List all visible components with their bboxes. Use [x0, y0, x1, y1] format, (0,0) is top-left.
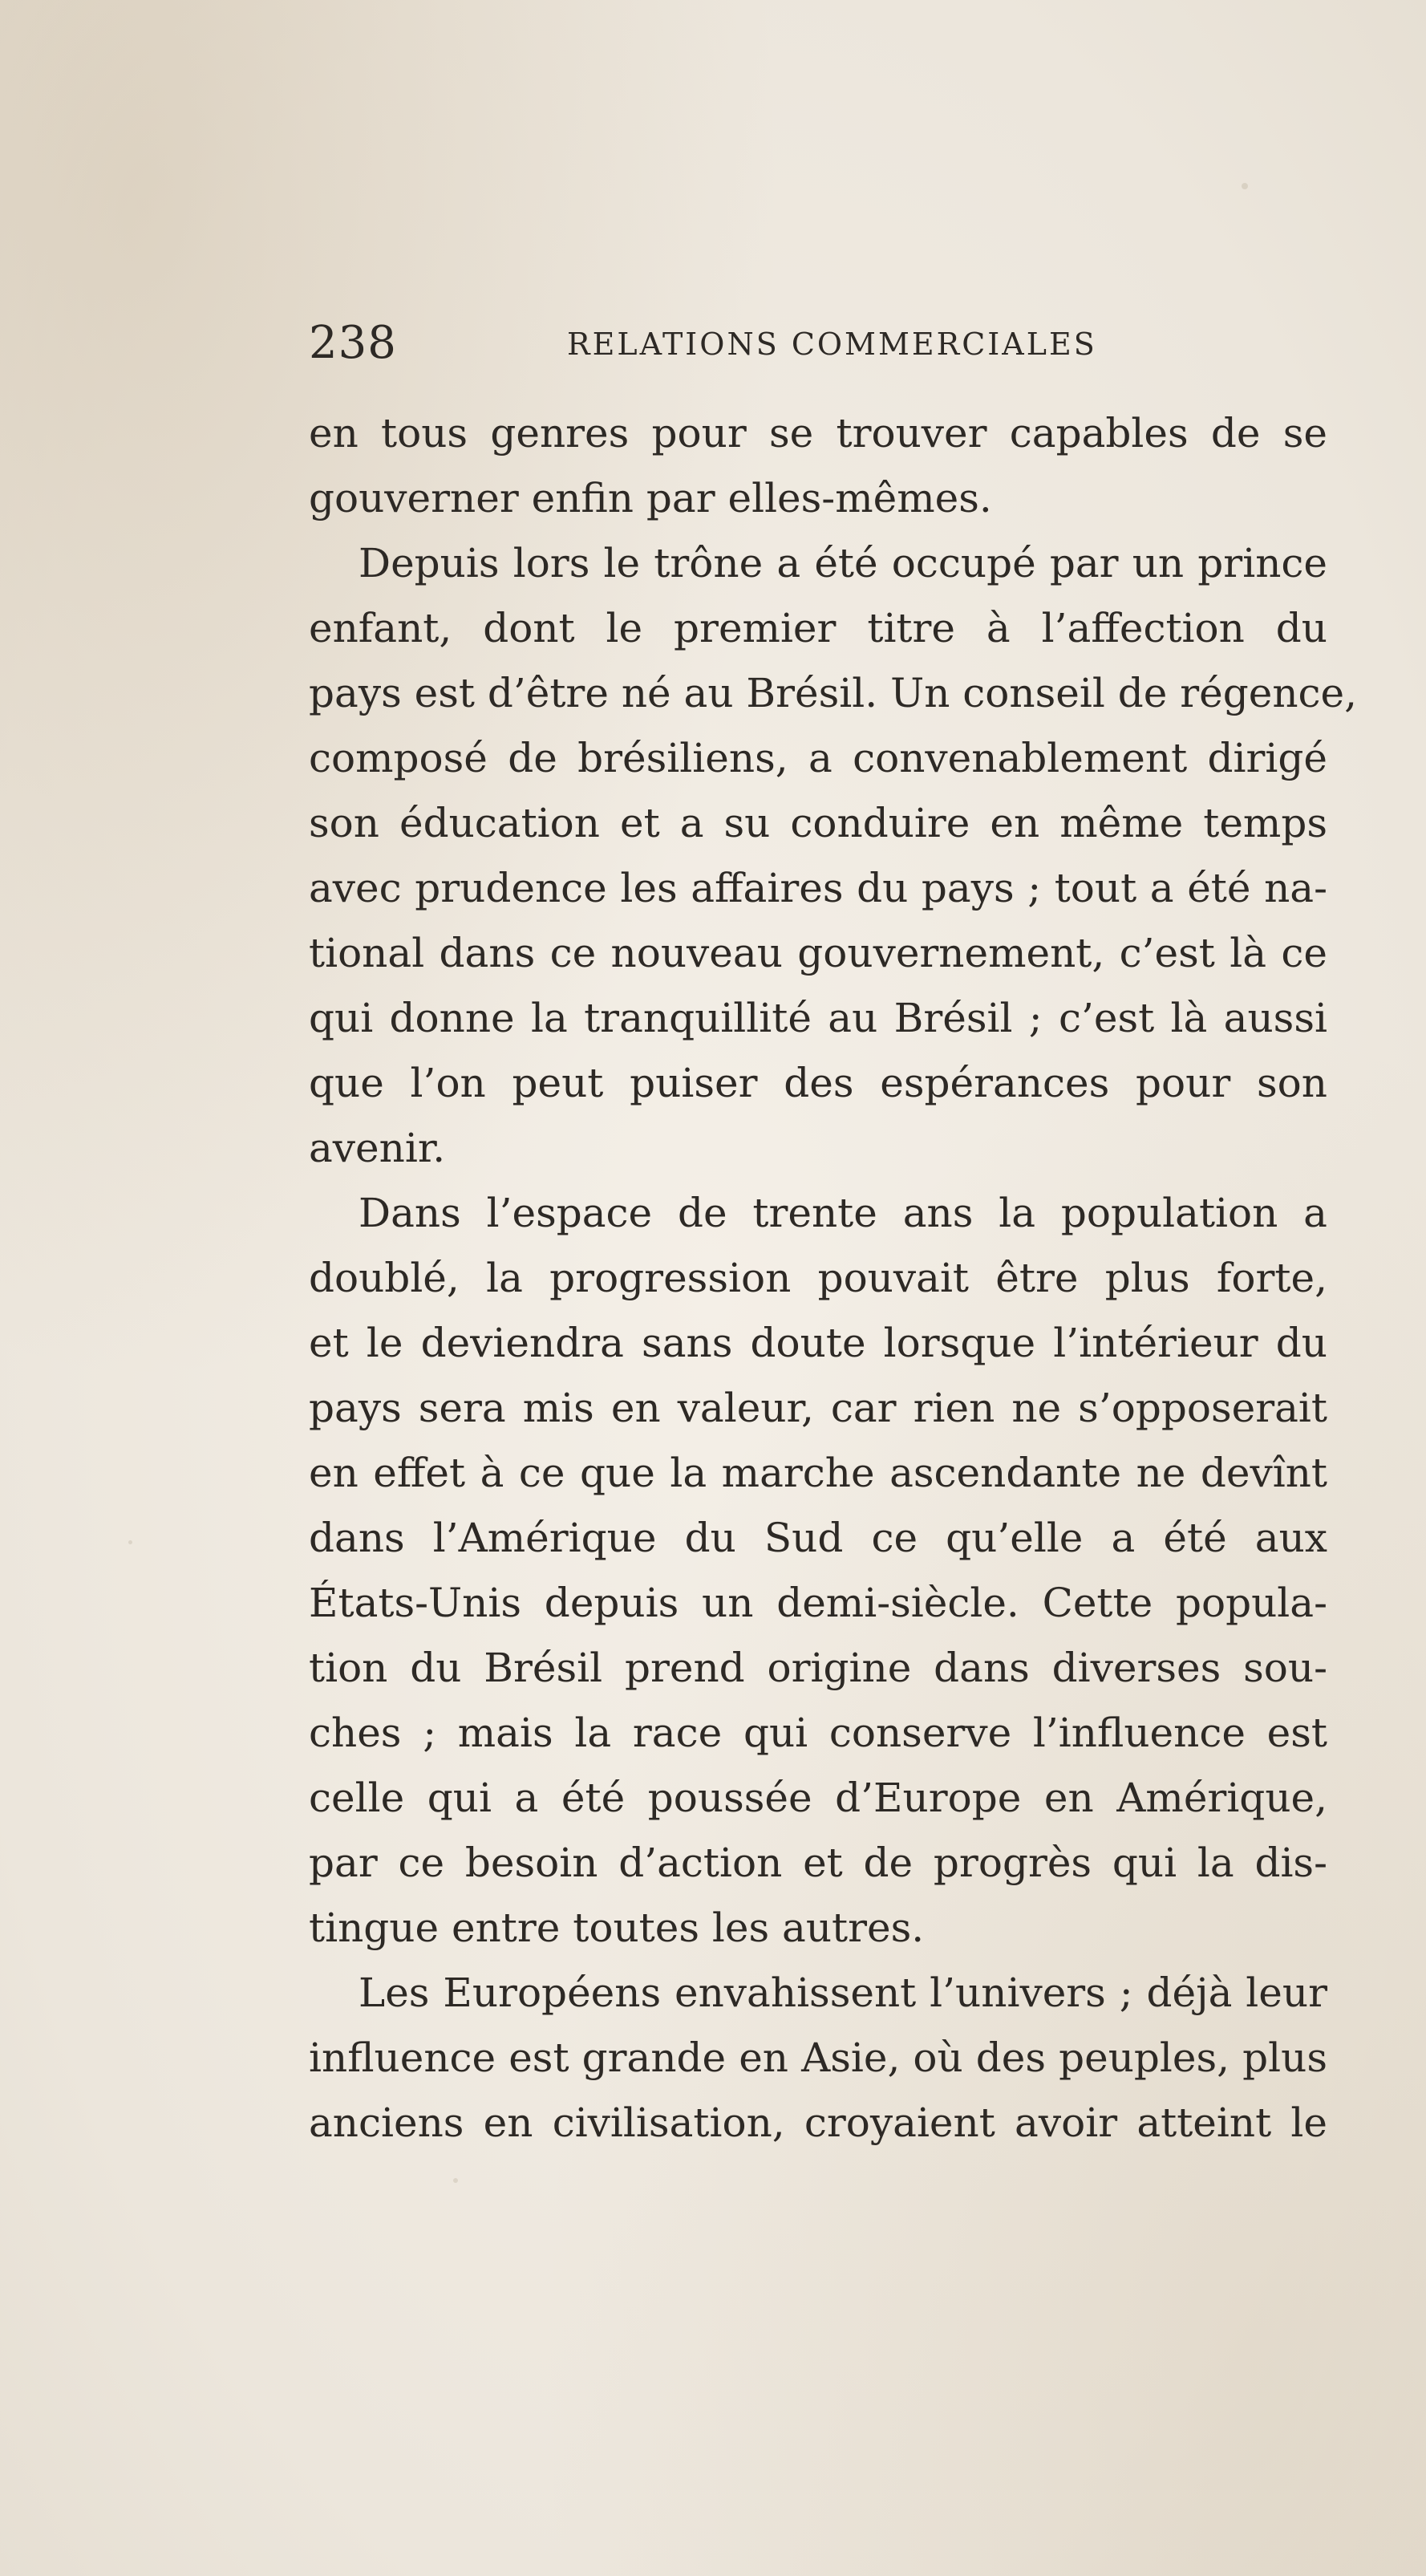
text-line: son éducation et a su conduire en même temps [309, 800, 1327, 846]
text-line: qui donne la tranquillité au Brésil ; c’est là aussi [309, 995, 1327, 1041]
text-line: gouverner enfin par elles-mêmes. [309, 475, 992, 521]
text-line: en tous genres pour se trouver capables de se [309, 410, 1327, 456]
text-line: ches ; mais la race qui conserve l’influence est [309, 1710, 1327, 1756]
text-line: par ce besoin d’action et de progrès qui la dis- [309, 1840, 1327, 1886]
text-line: Depuis lors le trône a été occupé par un prince [359, 540, 1327, 586]
text-line: doublé, la progression pouvait être plus forte, [309, 1255, 1327, 1301]
text-line: pays est d’être né au Brésil. Un conseil de régence, [309, 670, 1358, 716]
text-line: que l’on peut puiser des espérances pour son [309, 1060, 1327, 1106]
page-header [309, 317, 1327, 381]
text-line: tional dans ce nouveau gouvernement, c’est là ce [309, 930, 1327, 976]
text-line: celle qui a été poussée d’Europe en Amérique, [309, 1775, 1327, 1821]
ink-speck [128, 1540, 132, 1544]
text-line: pays sera mis en valeur, car rien ne s’opposerait [309, 1385, 1327, 1431]
text-line: influence est grande en Asie, où des peuples, plus [309, 2034, 1327, 2081]
text-line: Dans l’espace de trente ans la population a [359, 1190, 1327, 1236]
text-line: tion du Brésil prend origine dans diverses sou- [309, 1645, 1327, 1691]
text-line: en effet à ce que la marche ascendante ne devînt [309, 1450, 1327, 1496]
text-line: dans l’Amérique du Sud ce qu’elle a été aux [309, 1515, 1327, 1561]
text-line: composé de brésiliens, a convenablement dirigé [309, 735, 1327, 781]
text-line: et le deviendra sans doute lorsque l’intérieur du [309, 1320, 1327, 1366]
text-line: avec prudence les affaires du pays ; tout a été na- [309, 865, 1327, 911]
text-line: enfant, dont le premier titre à l’affection du [309, 605, 1327, 651]
running-head: RELATIONS COMMERCIALES [567, 327, 1097, 362]
ink-speck [453, 2178, 458, 2183]
text-line: tingue entre toutes les autres. [309, 1905, 925, 1951]
ink-speck [1242, 183, 1248, 189]
page-number: 238 [309, 317, 397, 369]
text-line: Les Européens envahissent l’univers ; déjà leur [359, 1970, 1327, 2016]
text-line: anciens en civilisation, croyaient avoir atteint le [309, 2099, 1327, 2146]
body-text [309, 401, 1358, 2166]
text-line: avenir. [309, 1125, 446, 1171]
text-line: États-Unis depuis un demi-siècle. Cette popula- [309, 1580, 1327, 1626]
